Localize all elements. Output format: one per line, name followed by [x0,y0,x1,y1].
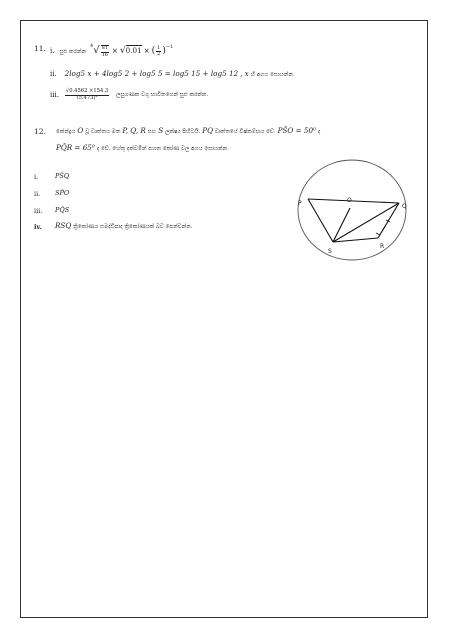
label-o: O [347,197,352,204]
q11-iii-label: iii. [50,91,59,99]
q12-part-iv-label: iv. [34,223,42,231]
q12-part-iv-instruction: ත්‍රිකෝණය සමද්විපාද ත්‍රිකෝණයක් බව පෙන්වන්න. [73,224,193,230]
frac1-den: 16 [101,51,108,58]
q11-ii-label: ii. [50,70,57,78]
q12-center: O [77,126,84,135]
times-2: × [143,46,150,55]
q12-part-ii-label: ii. [34,190,41,198]
root-index: 4 [90,43,94,49]
exponent: −1 [165,44,174,50]
q11-iii-denominator: (5.473)² [76,94,98,101]
q11-i-frac1 [101,45,109,58]
circle-diagram [290,158,414,262]
chord-ps [308,199,333,242]
label-p: P [298,200,302,207]
q12-part-i-label: i. [34,173,39,181]
diameter-pq [308,199,399,203]
q12-points: P, Q, R [122,126,146,135]
q12-part-iii-label: iii. [34,207,43,215]
frac2-num: 1 [157,44,161,51]
q11-ii-var: x [244,69,249,78]
times-1: × [111,46,118,55]
q11-i-label: i. [50,47,55,55]
q12-text-f: ද [317,129,321,135]
sqrt-value: 0.01 [125,46,142,55]
q12-text-a: කේන්ද්‍රය [56,129,76,135]
q11-i-frac2 [156,46,161,58]
label-r: R [380,243,385,250]
q12-line1 [56,127,320,136]
page-border [20,20,428,618]
frac1-num: 81 [101,45,108,51]
frac2-den: 2 [157,51,161,57]
q11-iii-fraction [65,89,109,101]
q12-part-iii-text: PQ̂S [55,206,70,214]
q12-pq: PQ [202,126,213,135]
q12-text-line2: ද වේ. හේතු දක්වමින් පහත කෝණ වල අගය සොයන්න. [96,146,229,152]
q12-part-i-text: PŜQ [55,172,70,180]
q11-ii-instruction: හි අගය සොයන්න. [250,72,295,78]
q12-text-b: වූ වෘත්තය මත [85,129,121,135]
q11-i-line: i. සුළු කරන්න $^4$√ $\frac{81}{16}$ × √0.01 × ( $\frac{1}{2}$ )$^{-1}$ [50,43,174,58]
q12-line2 [56,144,229,153]
q12-point-s: S [158,126,164,135]
q11-ii-line [50,70,295,79]
q12-angle2: PQ̂R = 65⁰ [56,143,95,152]
label-q: Q [402,203,407,210]
q11-i-instruction: සුළු කරන්න [59,49,87,55]
q12-number: 12. [34,127,46,136]
radical-icon: √ [93,45,100,56]
sqrt-icon: √ [119,46,126,56]
tick-mark-sr [376,233,380,235]
q12-part-iv-line [55,222,193,231]
q12-part-ii-text: SP̂O [55,189,70,197]
q11-iii-instruction: ලඝුගණක වගු භාවිතයෙන් සුළු කරන්න. [116,92,209,98]
q11-iii-numerator: √0.4562 ×154.3 [65,88,109,94]
q12-part-iv-text: RSQ [55,221,72,230]
q12-text-c: සහ [147,129,157,135]
q11-iii-line [50,89,208,101]
q12-text-d: ලක්ෂ්‍ය පිහිටයි. [165,129,201,135]
q11-number: 11. [34,44,46,53]
q12-text-e: වෘත්තයේ විෂ්කම්භය වේ. [214,129,276,135]
label-s: S [328,248,332,255]
chord-rq [378,203,399,238]
q12-angle1: PŜO = 50⁰ [277,126,316,135]
q11-ii-equation: 2log5 x + 4log5 2 + log5 5 = log5 15 + log5 12 , [64,69,243,78]
